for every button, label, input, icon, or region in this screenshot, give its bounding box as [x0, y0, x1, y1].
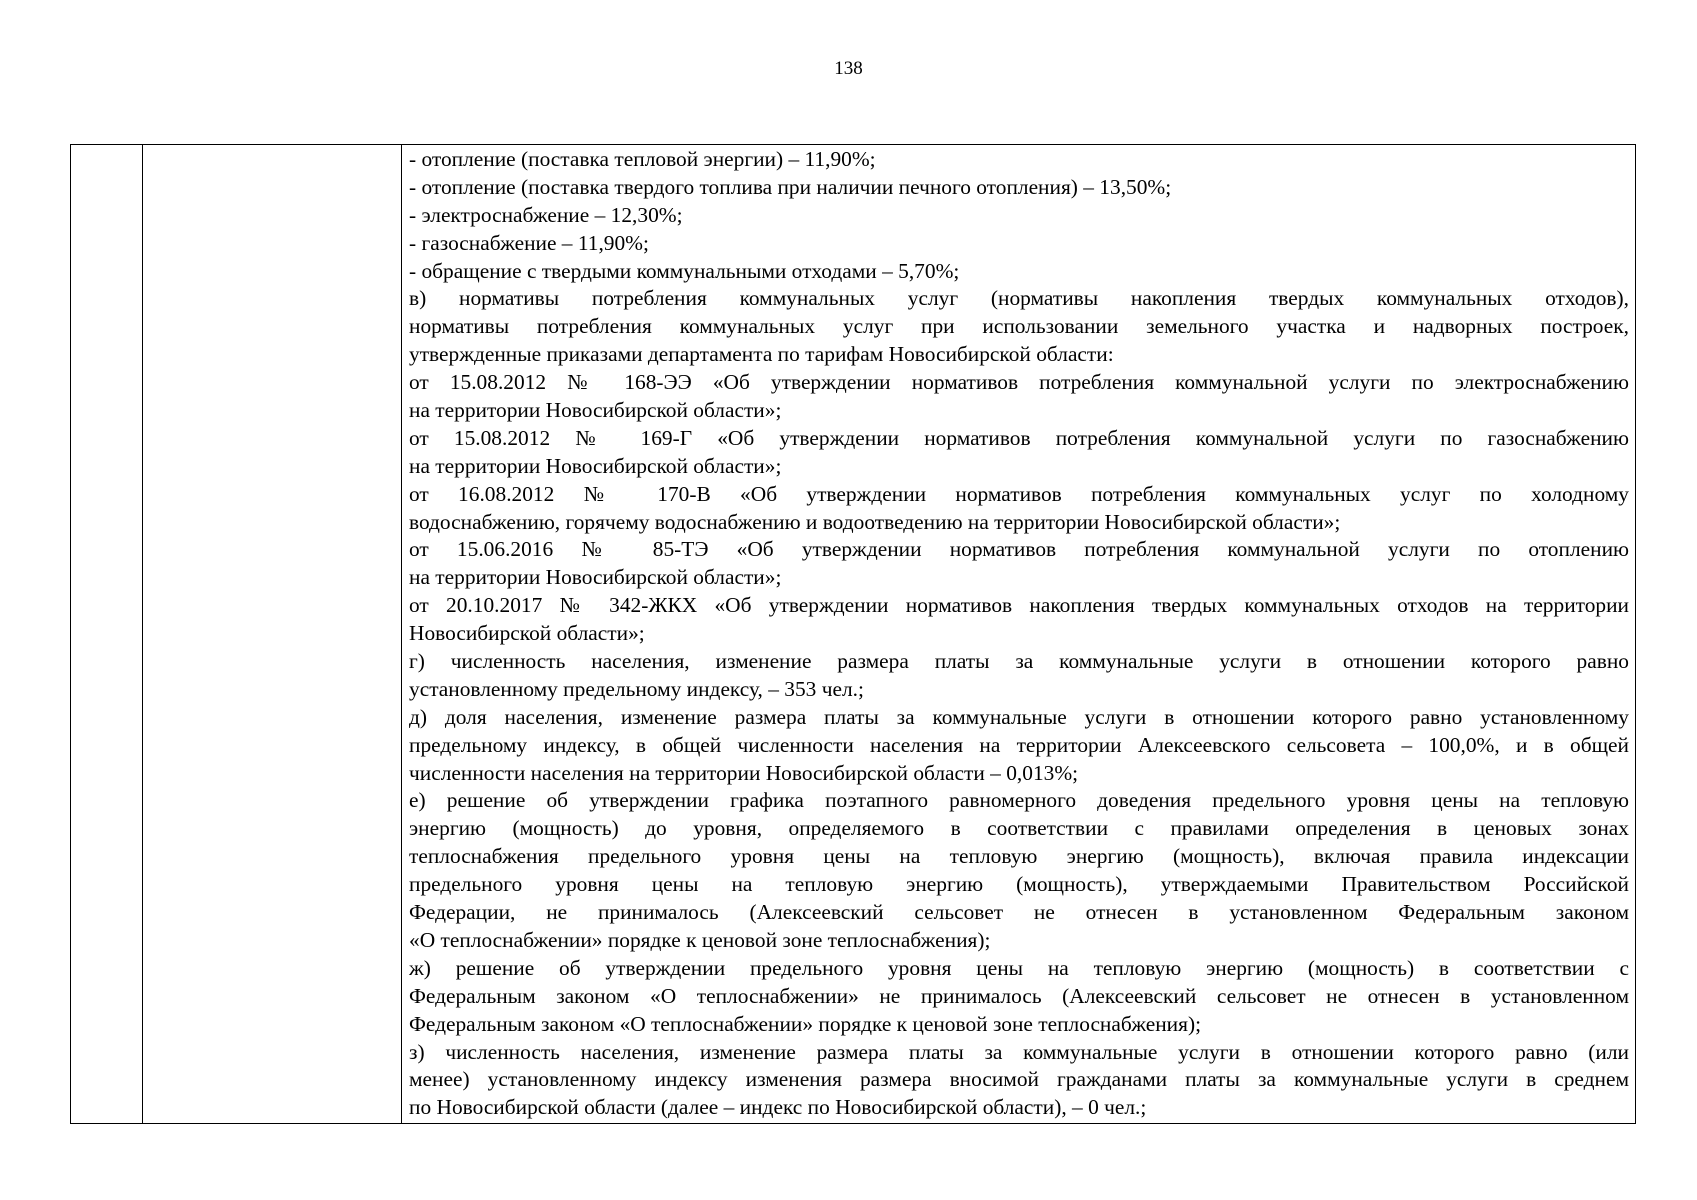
text-line: теплоснабжения предельного уровня цены на тепловую энергию (мощность), включая правила индексации	[409, 844, 1629, 869]
text-line: - отопление (поставка тепловой энергии) – 11,90%;	[409, 147, 876, 171]
text-line: от 15.08.2012 № 169-Г «Об утверждении нормативов потребления коммунальной услуги по газоснабжению	[409, 425, 1629, 450]
text-line: «О теплоснабжении» порядке к ценовой зоне теплоснабжения);	[409, 927, 991, 952]
text-line: - обращение с твердыми коммунальными отходами – 5,70%;	[409, 258, 960, 283]
text-line: - электроснабжение – 12,30%;	[409, 202, 683, 227]
text-line: предельному индексу, в общей численности населения на территории Алексеевского сельсовета – 100,0%, и в общей	[409, 732, 1629, 757]
text-line: установленному предельному индексу, – 353 чел.;	[409, 676, 864, 701]
text-line: е) решение об утверждении графика поэтапного равномерного доведения предельного уровня цены на тепловую	[409, 788, 1629, 813]
text-line: от 15.06.2016 № 85-ТЭ «Об утверждении нормативов потребления коммунальной услуги по отоплению	[409, 537, 1629, 562]
text-line: на территории Новосибирской области»;	[409, 398, 782, 423]
text-line: менее) установленному индексу изменения размера вносимой гражданами платы за коммунальные услуги в среднем	[409, 1067, 1629, 1092]
text-line: от 20.10.2017 № 342-ЖКХ «Об утверждении нормативов накопления твердых коммунальных отходов на территории	[409, 593, 1629, 618]
text-line: в) нормативы потребления коммунальных услуг (нормативы накопления твердых коммунальных отходов),	[409, 286, 1629, 311]
text-line: предельного уровня цены на тепловую энергию (мощность), утверждаемыми Правительством Российской	[409, 872, 1629, 897]
page-number: 138	[834, 58, 863, 79]
text-line: утвержденные приказами департамента по тарифам Новосибирской области:	[409, 342, 1114, 367]
table-cell-text	[409, 146, 1629, 1122]
text-line: на территории Новосибирской области»;	[409, 565, 782, 590]
text-line: Федеральным законом «О теплоснабжении» не принималось (Алексеевский сельсовет не отнесен в установленном	[409, 983, 1629, 1008]
column-separator-1	[142, 145, 143, 1123]
text-line: Новосибирской области»;	[409, 621, 645, 646]
text-line: Федерации, не принималось (Алексеевский сельсовет не отнесен в установленном Федеральным законом	[409, 900, 1629, 925]
text-line: д) доля населения, изменение размера платы за коммунальные услуги в отношении которого равно установленному	[409, 704, 1629, 729]
text-line: Федеральным законом «О теплоснабжении» порядке к ценовой зоне теплоснабжения);	[409, 1011, 1202, 1036]
text-line: нормативы потребления коммунальных услуг при использовании земельного участка и надворных построек,	[409, 314, 1629, 339]
text-line: водоснабжению, горячему водоснабжению и водоотведению на территории Новосибирской области»;	[409, 509, 1341, 534]
text-line: от 16.08.2012 № 170-В «Об утверждении нормативов потребления коммунальных услуг по холодному	[409, 481, 1629, 506]
text-line: по Новосибирской области (далее – индекс по Новосибирской области), – 0 чел.;	[409, 1095, 1147, 1120]
document-table	[70, 144, 1636, 1124]
text-line: г) численность населения, изменение размера платы за коммунальные услуги в отношении которого равно	[409, 649, 1629, 674]
text-line: энергию (мощность) до уровня, определяемого в соответствии с правилами определения в ценовых зонах	[409, 816, 1629, 841]
text-line: - газоснабжение – 11,90%;	[409, 230, 649, 255]
column-separator-2	[401, 145, 402, 1123]
text-line: на территории Новосибирской области»;	[409, 453, 782, 478]
text-line: численности населения на территории Новосибирской области – 0,013%;	[409, 760, 1079, 785]
text-line: от 15.08.2012 № 168-ЭЭ «Об утверждении нормативов потребления коммунальной услуги по электроснабжению	[409, 370, 1629, 395]
text-line: ж) решение об утверждении предельного уровня цены на тепловую энергию (мощность) в соответствии с	[409, 955, 1629, 980]
text-line: - отопление (поставка твердого топлива при наличии печного отопления) – 13,50%;	[409, 174, 1172, 199]
text-line: з) численность населения, изменение размера платы за коммунальные услуги в отношении которого равно (или	[409, 1039, 1629, 1064]
